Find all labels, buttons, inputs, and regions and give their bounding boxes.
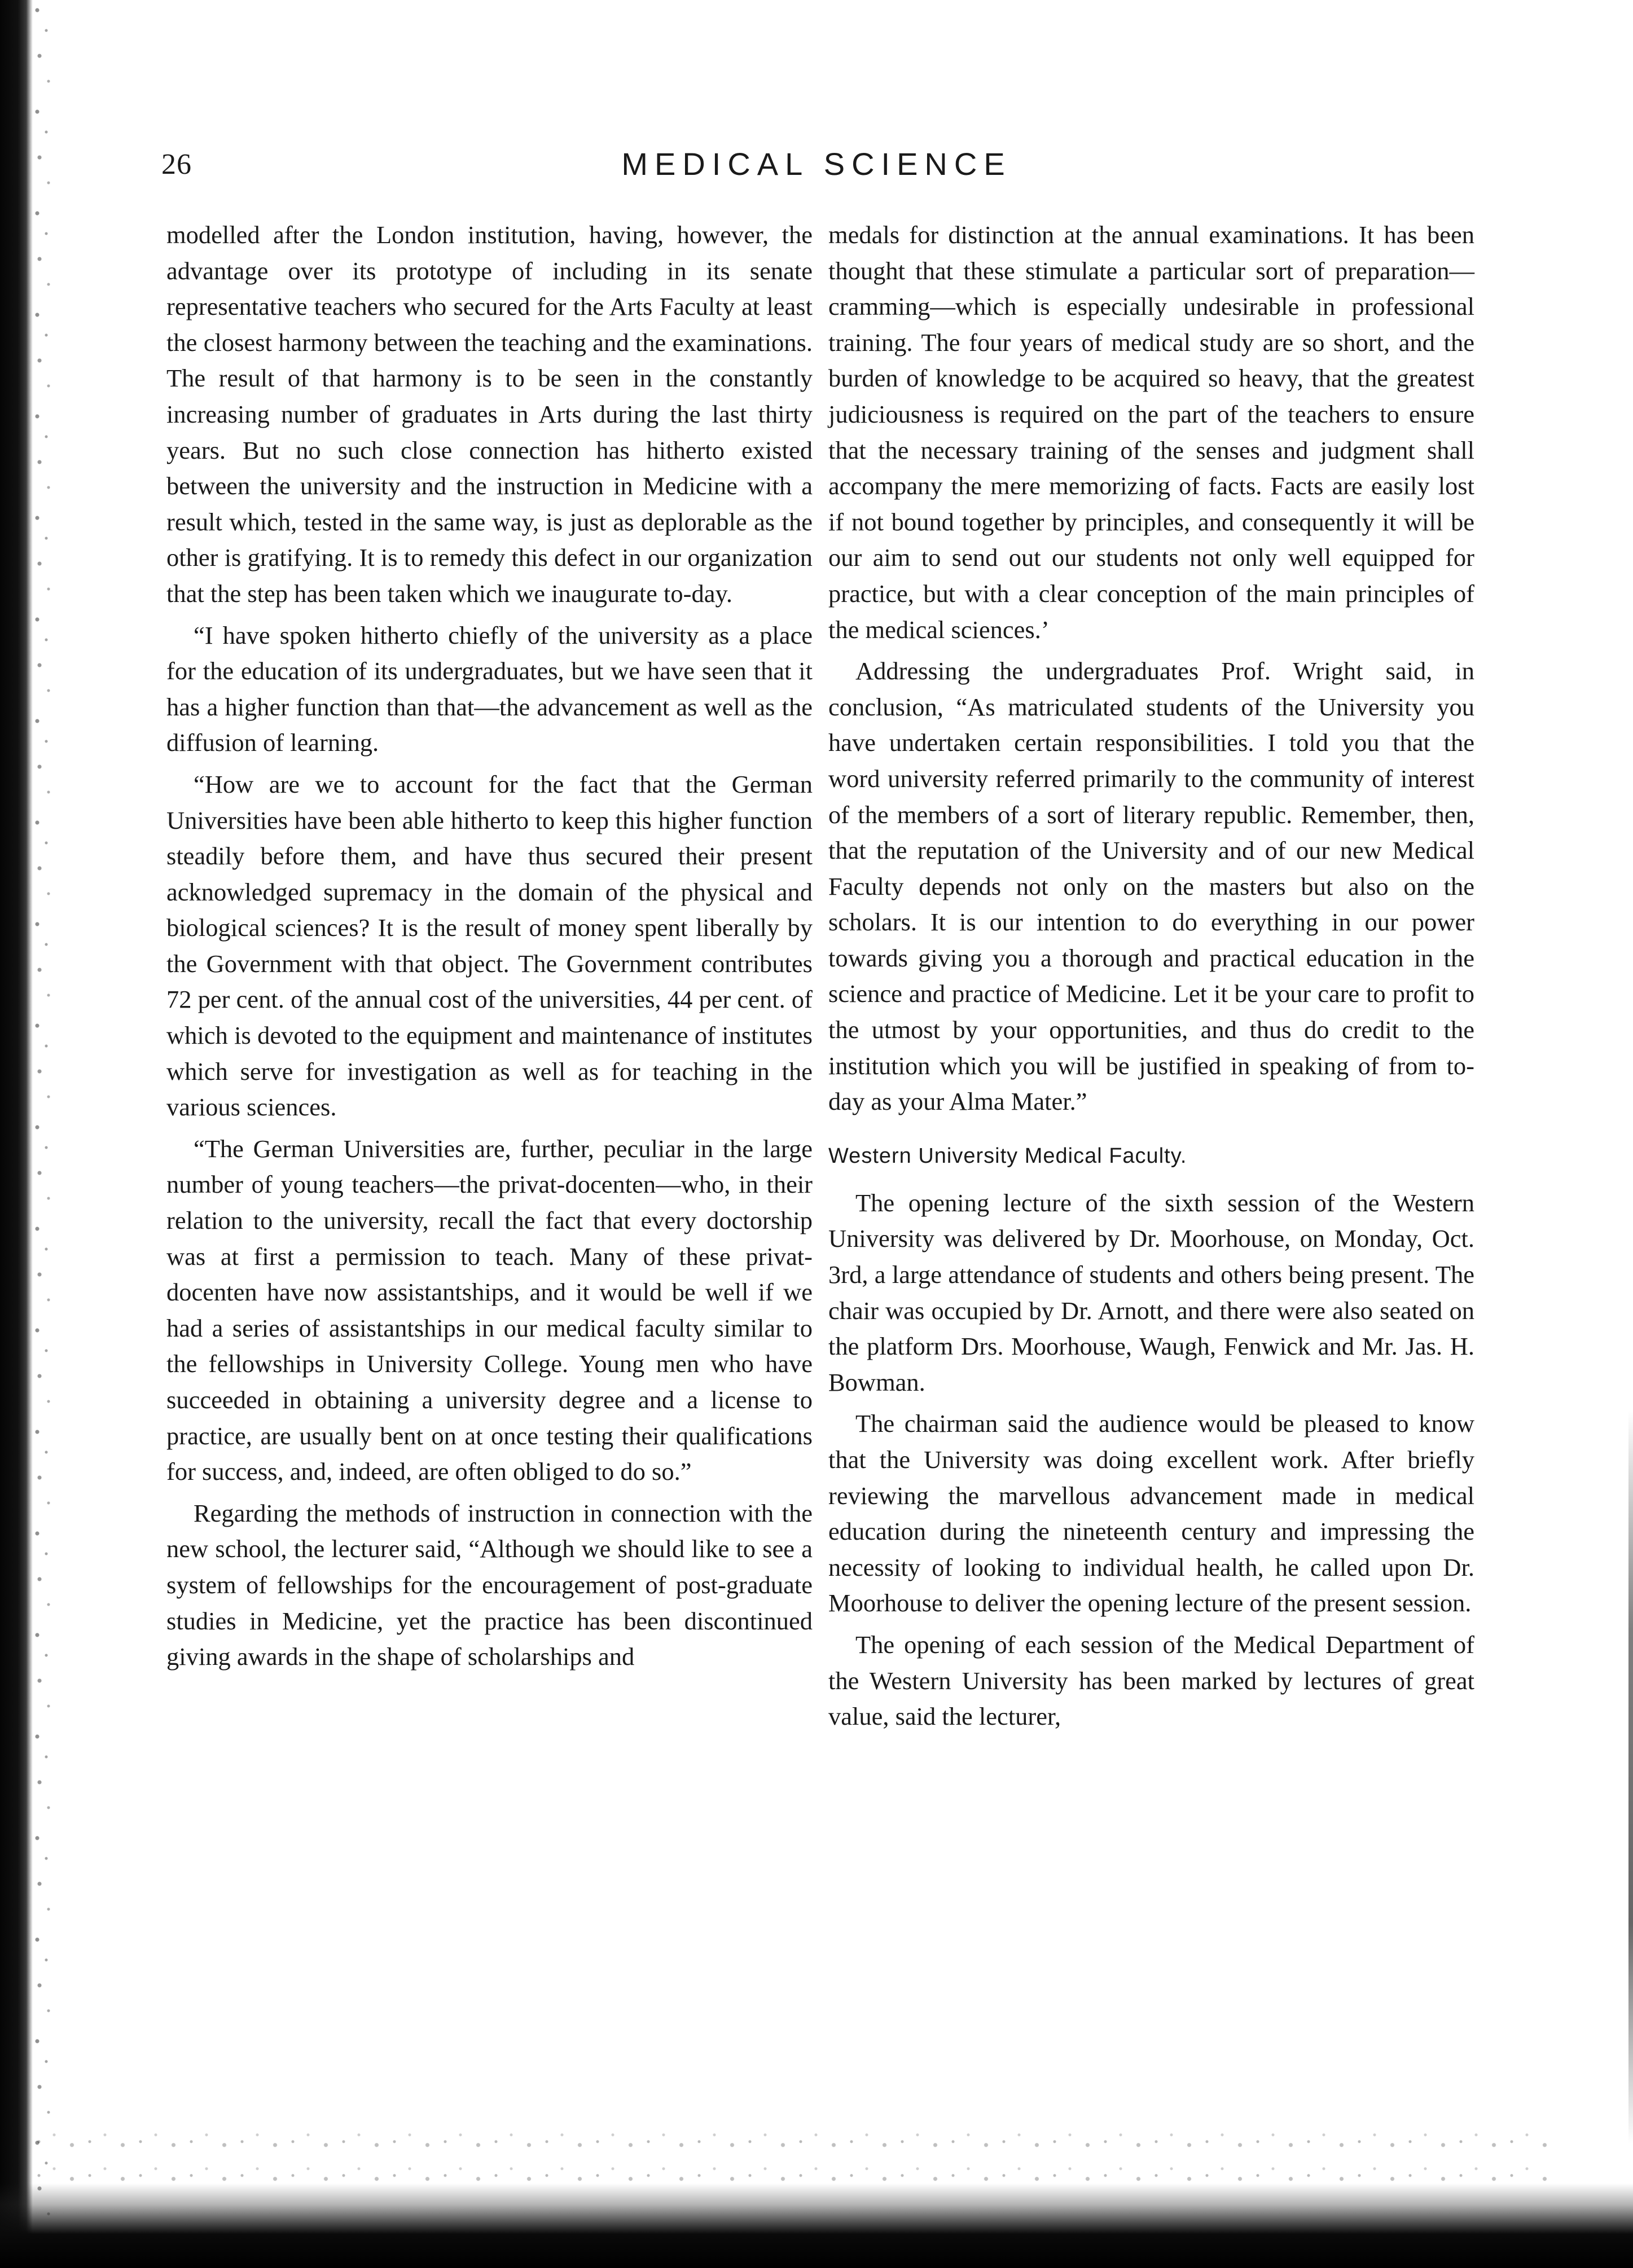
scan-binding-shadow [0,0,33,2268]
right-column [828,217,1474,1735]
left-paragraph-3: “How are we to account for the fact that the German Universities have been able hitherto to keep this higher function steadily before them, and have thus secured their present acknowledged supremacy in the domain of the physical and biological sciences? It is the result of money spent liberally by the Government with that object. The Government contributes 72 per cent. of the annual cost of the universities, 44 per cent. of which is devoted to the equipment and maintenance of institutes which serve for investigation as well as for teaching in the various sciences. [166,770,813,1122]
page-number: 26 [161,148,192,181]
right-paragraph-5: The opening of each session of the Medical Department of the Western University has been marked by lectures of great value, said the lecturer, [828,1630,1474,1731]
left-column [166,217,813,1675]
left-paragraph-4: “The German Universities are, further, peculiar in the large number of young teachers—the privat-docenten—who, in their relation to the university, recall the fact that every doctorship was at first a permission to teach. Many of these privat-docenten have now assistantships, and it would be well if we had a series of assistantships in our medical faculty similar to the fellowships in University College. Young men who have succeeded in obtaining a university degree and a license to practice, are usually bent on at once testing their qualifications for success, and, indeed, are often obliged to do so.” [166,1134,813,1486]
scan-speckle-left [33,0,55,2268]
section-heading: Western University Medical Faculty. [828,1144,1187,1168]
right-paragraph-2: Addressing the undergraduates Prof. Wright said, in conclusion, “As matriculated students of the University you have undertaken certain responsibilities. I told you that the word university referred primarily to the community of interest of the members of a sort of literary republic. Remember, then, that the reputation of the University and of our new Medical Faculty depends not only on the masters but also on the scholars. It is our intention to do everything in our power towards giving you a thorough and practical education in the science and practice of Medicine. Let it be your care to profit to the utmost by your opportunities, and thus do credit to the institution which you will be justified in speaking of from to-day as your Alma Mater.” [828,657,1474,1116]
scan-speckle-bottom [34,2121,1557,2189]
right-paragraph-4: The chairman said the audience would be pleased to know that the University was doing excellent work. After briefly reviewing the marvellous advancement made in medical education during the nineteenth century and impressing the necessity of looking to individual health, he called upon Dr. Moorhouse to deliver the opening lecture of the present session. [828,1409,1474,1618]
running-title: MEDICAL SCIENCE [621,146,1012,182]
scan-bottom-shadow [0,2183,1633,2268]
left-paragraph-5: Regarding the methods of instruction in connection with the new school, the lecturer said, “Although we should like to see a system of fellowships for the encouragement of post-graduate studies in Medicine, yet the practice has been discontinued giving awards in the shape of scholarships and [166,1498,813,1671]
right-paragraph-1: medals for distinction at the annual examinations. It has been thought that these stimulate a particular sort of preparation—cramming—which is especially undesirable in professional training. The four years of medical study are so short, and the burden of knowledge to be acquired so heavy, that the greatest judiciousness is required on the part of the teachers to ensure that the necessary training of the senses and judgment shall accompany the mere memorizing of facts. Facts are easily lost if not bound together by principles, and consequently it will be our aim to send out our students not only well equipped for practice, but with a clear conception of the main principles of the medical sciences.’ [828,221,1474,644]
right-paragraph-3: The opening lecture of the sixth session of the Western University was delivered by Dr. Moorhouse, on Monday, Oct. 3rd, a large attendance of students and others being present. The chair was occupied by Dr. Arnott, and there were also seated on the platform Drs. Moorhouse, Waugh, Fenwick and Mr. Jas. H. Bowman. [828,1188,1474,1396]
left-paragraph-2: “I have spoken hitherto chiefly of the university as a place for the education of its undergraduates, but we have seen that it has a higher function than that—the advancement as well as the diffusion of learning. [166,621,813,757]
scan-edge-mark-right [1628,1410,1633,2144]
left-paragraph-1: modelled after the London institution, having, however, the advantage over its prototype of including in its senate representative teachers who secured for the Arts Faculty at least the closest harmony between the teaching and the examinations. The result of that harmony is to be seen in the constantly increasing number of graduates in Arts during the last thirty years. But no such close connection has hitherto existed between the university and the instruction in Medicine with a result which, tested in the same way, is just as deplorable as the other is gratifying. It is to remedy this defect in our organization that the step has been taken which we inaugurate to-day. [166,221,813,608]
